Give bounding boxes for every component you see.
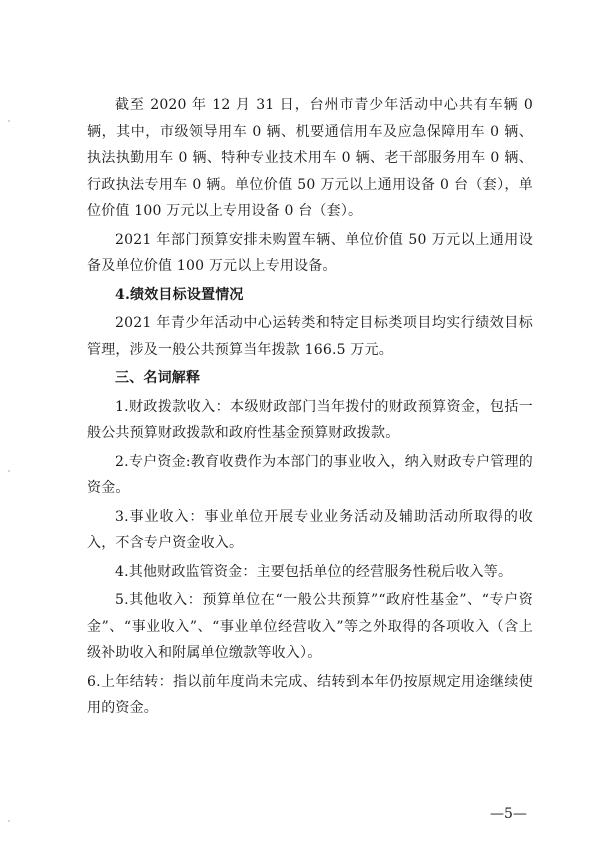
glossary-item-operating-income: 3.事业收入：事业单位开展专业业务活动及辅助活动所取得的收入，不含专户资金收入。 bbox=[87, 508, 533, 551]
paragraph-performance-goals: 2021 年青少年活动中心运转类和特定目标类项目均实行绩效目标管理，涉及一般公共预算当年拨款 166.5 万元。 bbox=[87, 315, 533, 358]
glossary-item-other-supervised-funds: 4.其他财政监管资金：主要包括单位的经营服务性税后收入等。 bbox=[115, 563, 513, 580]
glossary-item-fiscal-appropriation: 1.财政拨款收入：本级财政部门当年拨付的财政预算资金，包括一般公共预算财政拨款和政府性基金预算财政拨款。 bbox=[87, 398, 533, 441]
section-heading-performance-goals: 4.绩效目标设置情况 bbox=[115, 286, 244, 303]
document-body bbox=[87, 92, 533, 724]
glossary-item-carryover: 6.上年结转：指以前年度尚未完成、结转到本年仍按原规定用途继续使用的资金。 bbox=[87, 673, 533, 716]
glossary-item-other-income: 5.其他收入：预算单位在“一般公共预算”“政府性基金”、“专户资金”、“事业收入”、“事业单位经营收入”等之外取得的各项收入（含上级补助收入和附属单位缴款等收入）。 bbox=[87, 592, 533, 661]
scan-dot bbox=[8, 470, 10, 472]
scan-dot bbox=[8, 820, 10, 822]
paragraph-budget-purchase: 2021 年部门预算安排未购置车辆、单位价值 50 万元以上通用设备及单位价值 100 万元以上专用设备。 bbox=[87, 231, 533, 274]
paragraph-vehicles: 截至 2020 年 12 月 31 日，台州市青少年活动中心共有车辆 0 辆，其中，市级领导用车 0 辆、机要通信用车及应急保障用车 0 辆、执法执勤用车 0 辆、特种专业技术用车 0 辆、老干部服务用车 0 辆、行政执法专用车 0 辆。单位价值 50 万元以上通用设备 0 台（套），单位价值 100 万元以上专用设备 0 台（套）。 bbox=[87, 97, 533, 219]
glossary-item-special-account: 2.专户资金:教育收费作为本部门的事业收入，纳入财政专户管理的资金。 bbox=[87, 453, 533, 496]
scan-dot bbox=[8, 120, 10, 122]
page-number: —5— bbox=[490, 806, 527, 822]
section-heading-glossary: 三、名词解释 bbox=[115, 370, 201, 386]
